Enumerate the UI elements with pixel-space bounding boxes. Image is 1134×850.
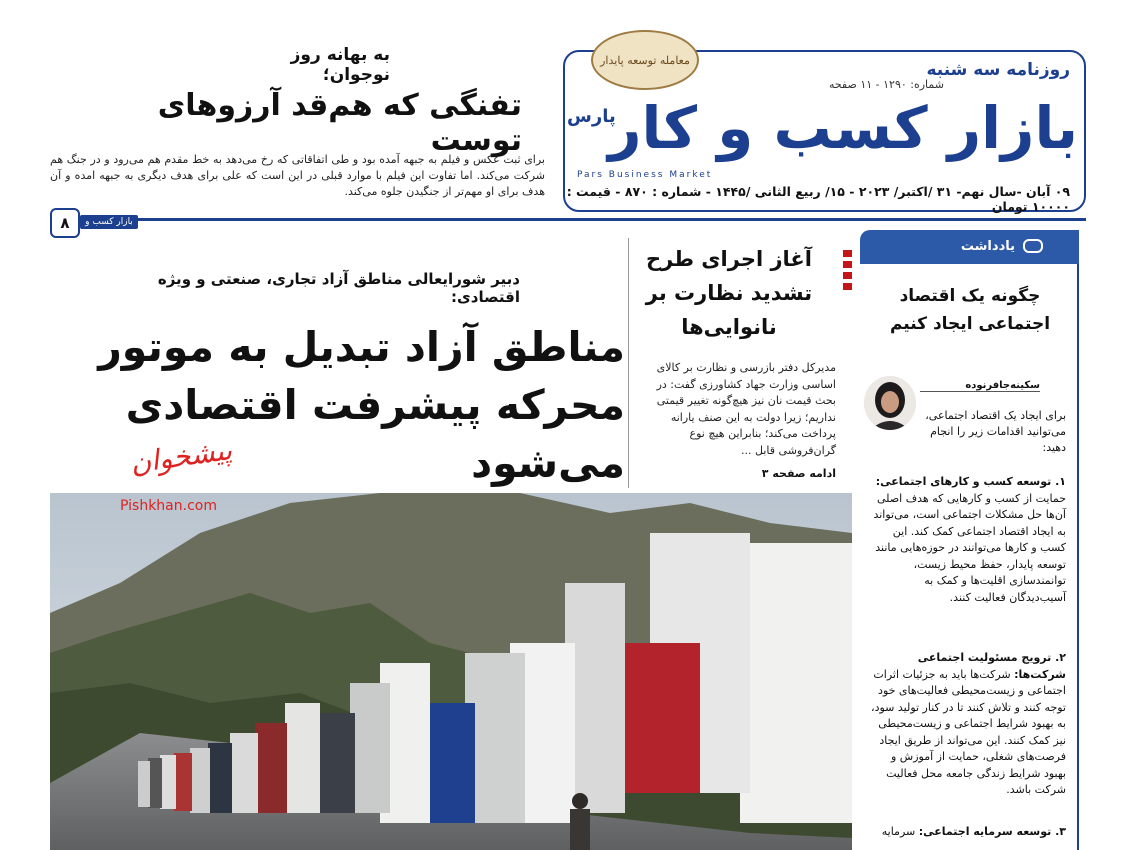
top-story-kicker: به بهانه روز نوجوان؛ (290, 45, 390, 85)
note-title[interactable]: چگونه یک اقتصاد اجتماعی ایجاد کنیم (889, 286, 1051, 334)
note-section-1-heading: ۱. توسعه کسب و کارهای اجتماعی: (875, 475, 1066, 488)
masthead (563, 50, 1086, 212)
note-section-1 (866, 474, 1066, 606)
trucks-photo (50, 493, 852, 850)
main-title-line-2: محرکه پیشرفت اقتصادی می‌شود (125, 381, 625, 487)
author-name: سکینه‌جافرنوده (920, 380, 1040, 392)
middle-story-title[interactable]: آغاز اجرای طرح تشدید نظارت بر نانوایی‌ها (645, 247, 813, 339)
top-story-body: برای ثبت عکس و فیلم به جبهه آمده بود و طی اتفاقاتی که رخ می‌دهد به خط مقدم هم می‌رود و در جنگ هم شرکت می‌کند. اما تفاوت این فیلم با موارد قبلی در این است که علی برای هدف دیگری به جبهه امده و آن هدف برای او مهم‌تر از جنگیدن جلوه می‌کند. (50, 153, 545, 198)
masthead-issue-label: شماره: ۱۲۹۰ - ۱۱ صفحه (828, 78, 944, 91)
watermark-url: Pishkhan.com (120, 498, 217, 514)
masthead-date-line: ۰۹ آبان -سال نهم- ۳۱ /اکتبر/ ۲۰۲۳ - ۱۵/ ربیع الثانی /۱۴۴۵ - شماره : ۸۷۰ - قیمت : ۱۰۰۰۰ تومان (566, 184, 1070, 214)
middle-story-continue-link[interactable]: ادامه صفحه ۳ (761, 467, 836, 480)
note-section-3 (866, 824, 1066, 841)
brand-pars-label: پارس (567, 106, 616, 127)
page-tag: بازار کسب و کار (80, 215, 138, 229)
note-section-3-body: سرمایه (881, 825, 916, 838)
note-header-label: یادداشت (960, 239, 1015, 254)
top-story-title[interactable]: تفنگی که هم‌قد آرزوهای توست (157, 88, 522, 158)
masthead-day-label: روزنامه سه شنبه (926, 60, 1070, 80)
column-rule (628, 238, 629, 488)
brand-latin-label: Pars Business Market (577, 170, 713, 180)
note-section-2-body: شرکت‌ها باید به جزئیات اثرات اجتماعی و زیست‌محیطی فعالیت‌های خود توجه کنند و تلاش کنند تا در کنار تولید سود، به بهبود شرایط اجتماعی و زیست‌محیطی نیز کمک کنند. این می‌تواند از طریق ایجاد فرصت‌های شغلی، حمایت از آموزش و بهبود شرایط زندگی جامعه محل فعالیت شرکت باشد. (871, 667, 1066, 796)
seal-logo (591, 30, 699, 90)
header-divider (50, 218, 1086, 221)
main-story-kicker: دبیر شورایعالی مناطق آزاد تجاری، صنعتی و ویژه اقتصادی: (157, 270, 520, 306)
seal-text: معامله توسعه پایدار (600, 53, 690, 67)
note-intro: برای ایجاد یک اقتصاد اجتماعی، می‌توانید اقدامات زیر را انجام دهید: (925, 409, 1066, 454)
middle-story-body: مدیرکل دفتر بازرسی و نظارت بر کالای اساسی وزارت جهاد کشاورزی گفت: در بحث قیمت نان نیز هیچ‌گونه تغییر قیمتی نداریم؛ زیرا دولت به این صنف یارانه پرداخت می‌کند؛ بنابراین هیچ نوع گران‌فروشی قابل ... (656, 361, 836, 457)
red-marker-icon (843, 250, 852, 290)
brand-title: بازار کسب و کار (608, 94, 1078, 162)
note-section-1-body: حمایت از کسب و کارهایی که هدف اصلی آن‌ها حل مشکلات اجتماعی است، می‌تواند به ایجاد اقتصاد اجتماعی کمک کند. این کسب و کارها می‌توانند در حوزه‌هایی مانند توسعه پایدار، حفظ محیط زیست، توانمندسازی اقلیت‌ها و کمک به آسیب‌دیدگان فعالیت کنند. (873, 491, 1066, 604)
masthead-brand (573, 92, 1078, 164)
note-section-2-heading: ۲. ترویج مسئولیت اجتماعی شرکت‌ها: (917, 651, 1066, 681)
watermark-script: پیشخوان (128, 433, 234, 480)
note-header (860, 230, 1079, 264)
notebook-icon (1023, 239, 1043, 253)
note-section-2 (866, 650, 1066, 799)
main-title-line-1: مناطق آزاد تبدیل به موتور (98, 323, 625, 371)
note-section-3-heading: ۳. توسعه سرمایه اجتماعی: (918, 825, 1066, 838)
page-number: ۸ (50, 208, 80, 238)
author-avatar (864, 376, 916, 430)
